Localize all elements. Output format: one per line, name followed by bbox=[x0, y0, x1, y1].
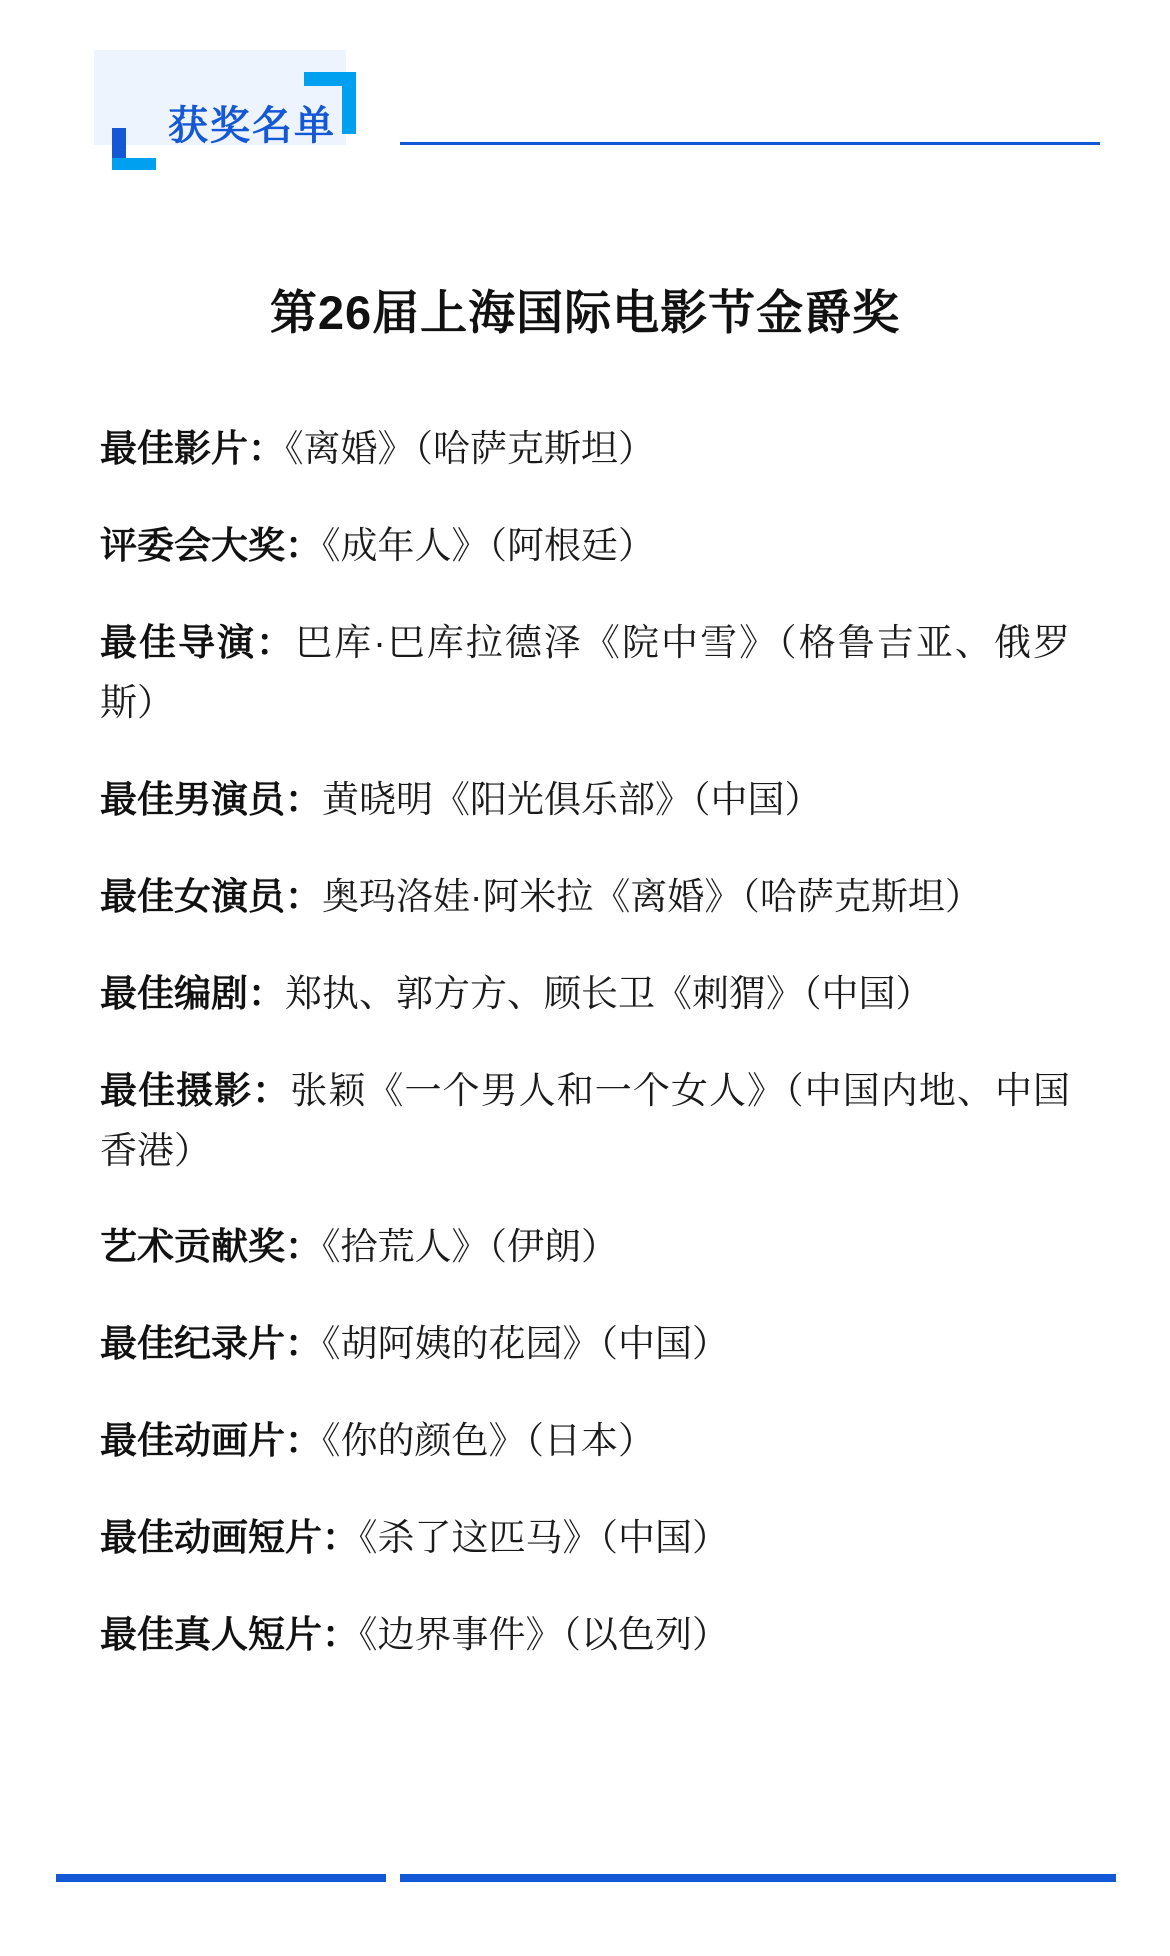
award-item bbox=[100, 1605, 1070, 1665]
award-value: 《边界事件》（以色列） bbox=[359, 1614, 729, 1656]
award-value: 《离婚》（哈萨克斯坦） bbox=[285, 428, 655, 469]
award-item bbox=[100, 1061, 1070, 1181]
award-label: 最佳影片： bbox=[100, 428, 285, 469]
award-value: 奥玛洛娃·阿米拉《离婚》（哈萨克斯坦） bbox=[322, 875, 982, 917]
award-item bbox=[100, 867, 1070, 927]
badge-bottom-left-accent bbox=[112, 158, 156, 170]
award-value: 《你的颜色》（日本） bbox=[322, 1420, 655, 1462]
award-item bbox=[100, 1217, 1070, 1277]
award-value: 《胡阿姨的花园》（中国） bbox=[322, 1323, 729, 1365]
award-list bbox=[100, 419, 1070, 1665]
award-value: 张颖《一个男人和一个女人》（中国内地、中国香港） bbox=[100, 1069, 1071, 1171]
award-label: 最佳女演员： bbox=[100, 875, 322, 917]
badge-label: 获奖名单 bbox=[168, 104, 336, 148]
award-item bbox=[100, 964, 1070, 1024]
award-label: 艺术贡献奖： bbox=[100, 1226, 322, 1268]
award-value: 巴库·巴库拉德泽《院中雪》（格鲁吉亚、俄罗斯） bbox=[100, 621, 1070, 723]
award-label: 最佳真人短片： bbox=[100, 1614, 359, 1656]
award-item bbox=[100, 1508, 1070, 1568]
award-value: 郑执、郭方方、顾长卫《刺猬》（中国） bbox=[285, 972, 933, 1014]
award-item bbox=[100, 613, 1070, 733]
header-divider bbox=[400, 142, 1100, 145]
award-value: 《杀了这匹马》（中国） bbox=[359, 1517, 729, 1559]
page-footer bbox=[0, 1874, 1170, 1884]
award-item bbox=[100, 770, 1070, 830]
award-item bbox=[100, 516, 1070, 576]
page-title: 第26届上海国际电影节金爵奖 bbox=[269, 286, 901, 339]
award-label: 最佳动画片： bbox=[100, 1420, 322, 1462]
award-item bbox=[100, 419, 1070, 479]
award-label: 最佳编剧： bbox=[100, 972, 285, 1014]
award-label: 最佳动画短片： bbox=[100, 1517, 359, 1559]
award-value: 《拾荒人》（伊朗） bbox=[322, 1226, 618, 1268]
award-label: 最佳男演员： bbox=[100, 778, 322, 820]
footer-bar-right bbox=[400, 1874, 1116, 1882]
footer-bar-left bbox=[56, 1874, 386, 1882]
award-label: 最佳导演： bbox=[100, 621, 296, 663]
award-list-badge bbox=[56, 40, 356, 150]
page-header bbox=[0, 0, 1170, 180]
award-item bbox=[100, 1411, 1070, 1471]
award-label: 最佳纪录片： bbox=[100, 1323, 322, 1365]
award-item bbox=[100, 1314, 1070, 1374]
award-label: 最佳摄影： bbox=[100, 1069, 291, 1111]
award-value: 黄晓明《阳光俱乐部》（中国） bbox=[322, 778, 822, 820]
badge-right-accent bbox=[342, 72, 356, 134]
award-value: 《成年人》（阿根廷） bbox=[322, 524, 655, 566]
award-label: 评委会大奖： bbox=[100, 524, 322, 566]
